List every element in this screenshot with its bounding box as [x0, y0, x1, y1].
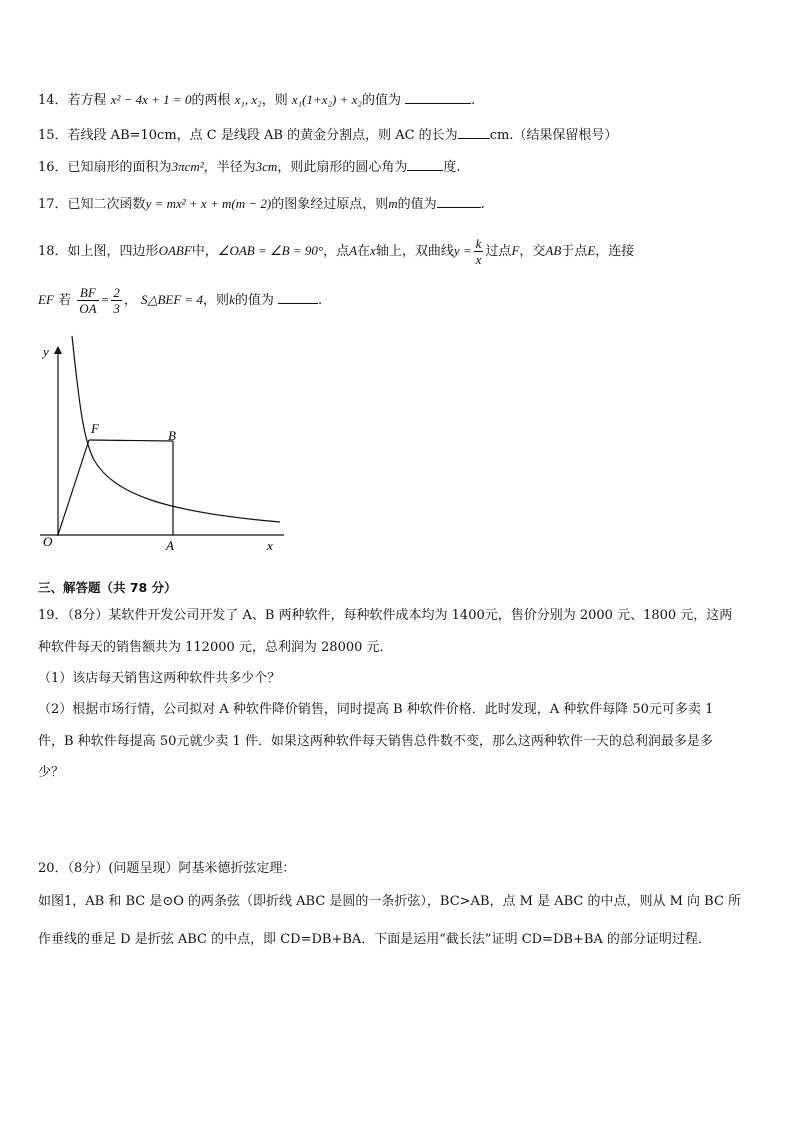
hyperbola-curve — [72, 336, 280, 522]
fraction-denominator: OA — [79, 301, 97, 316]
question-18-line-1 — [38, 236, 634, 267]
fraction-denominator: 3 — [113, 301, 120, 316]
expression: x₁(1+x₂) + x₂ — [291, 92, 362, 107]
sector-area: 3πcm² — [171, 159, 204, 174]
segment-ab: AB — [545, 243, 562, 258]
question-17: 17．已知二次函数y = mx² + x + m(m − 2)的图象经过原点，则m的值为 . — [38, 196, 485, 212]
question-19-part-1: （1）该店每天销售这两种软件共多少个？ — [38, 671, 281, 686]
q18-t8: 于点 — [561, 244, 588, 259]
q18-t11: ，则 — [203, 293, 230, 308]
hyperbola-figure — [34, 332, 294, 562]
angle-condition: ∠OAB = ∠B = 90° — [217, 243, 324, 258]
question-19-line-1: 19．（8分）某软件开发公司开发了 A、B 两种软件，每种软件成本均为 1400元，售价分别为 2000 元、1800 元，这两 — [38, 608, 733, 623]
question-number: 17． — [38, 197, 68, 212]
origin-label: O — [43, 534, 53, 549]
q17-post: 的图象经过原点，则 — [271, 197, 389, 212]
question-19-part-2-line-2: 件，B 种软件每提高 50元就少卖 1 件．如果这两种软件每天销售总件数不变，那么这两种软件一天的总利润最多是多 — [38, 734, 713, 749]
segment-ef: EF — [38, 292, 54, 307]
q18-t9: ，连接 — [595, 244, 635, 259]
question-number: 18． — [38, 244, 68, 259]
q17-post2: 的值为 — [397, 197, 437, 212]
x-axis-label: x — [267, 538, 273, 553]
answer-blank[interactable] — [405, 91, 471, 104]
answer-blank[interactable] — [437, 195, 481, 208]
sector-radius: 3cm — [255, 159, 278, 174]
hyperbola-lhs: y = — [453, 243, 472, 258]
variable-m: m — [388, 196, 398, 211]
answer-blank[interactable] — [407, 158, 443, 171]
axis-x: x — [370, 243, 376, 258]
q15-text: 若线段 AB=10cm，点 C 是线段 AB 的黄金分割点，则 AC 的长为 — [67, 128, 458, 143]
q18-t10: 若 — [58, 293, 72, 308]
q18-t5: 轴上，双曲线 — [375, 244, 454, 259]
q16-mid: ，半径为 — [203, 160, 256, 175]
q15-post: cm.（结果保留根号） — [489, 128, 618, 143]
point-f: F — [511, 243, 520, 258]
point-e: E — [587, 243, 596, 258]
q17-pre: 已知二次函数 — [67, 197, 146, 212]
y-axis-label: y — [43, 344, 49, 359]
question-19-part-2-line-3: 少？ — [38, 765, 65, 780]
answer-blank[interactable] — [458, 126, 490, 139]
fraction-denominator: x — [475, 252, 482, 267]
point-a-label: A — [166, 538, 174, 553]
question-20-line-3: 作垂线的垂足 D 是折弦 ABC 的中点，即 CD=DB+BA．下面是运用“截长法”证明 CD=DB+BA 的部分证明过程． — [38, 932, 711, 947]
question-19-part-2-line-1: （2）根据市场行情，公司拟对 A 种软件降价销售，同时提高 B 种软件价格．此时发现，A 种软件每降 50元可多卖 1 — [38, 702, 714, 717]
question-20-line-2: 如图1，AB 和 BC 是⊙O 的两条弦（即折线 ABC 是圆的一条折弦），BC>AB，点 M 是 ABC 的中点，则从 M 向 BC 所 — [38, 894, 742, 909]
point-a: A — [349, 243, 358, 258]
question-19-line-2: 种软件每天的销售额共为 112000 元，总利润为 28000 元． — [38, 640, 393, 655]
triangle-area: S△BEF = 4 — [140, 292, 204, 307]
q18-t7: ，交 — [519, 244, 546, 259]
ratio-value — [111, 285, 122, 316]
question-20-line-1: 20．（8分）(问题呈现）阿基米德折弦定理： — [38, 861, 296, 876]
q18-t2: 中， — [191, 244, 218, 259]
q14-post: 的值为 — [361, 93, 401, 108]
q16-post: 度. — [443, 160, 461, 175]
roots: x₁, x₂ — [234, 92, 262, 107]
variable-k: k — [229, 292, 235, 307]
answer-blank[interactable] — [278, 291, 318, 304]
question-number: 14． — [38, 93, 68, 108]
q18-t6: 过点 — [485, 244, 512, 259]
segment-fb — [89, 440, 173, 441]
fraction-numerator: BF — [77, 285, 98, 301]
fraction-numerator: 2 — [113, 285, 120, 300]
point-f-label: F — [91, 421, 99, 436]
question-16 — [38, 156, 460, 175]
question-14: 14．若方程 x² − 4x + 1 = 0的两根 x₁, x₂，则 x₁(1+x₂) + x₂的值为 . — [38, 92, 476, 108]
quad-name: OABF — [158, 243, 192, 258]
hyperbola-fraction — [474, 236, 484, 267]
question-number: 15． — [38, 128, 68, 143]
question-18-line-2: EF 若 $\frac{BF}{OA}$ = $\frac{2}{3}$ ， S△BEF = 4，则k的值为 . — [38, 285, 323, 316]
quadratic-function: y = mx² + x + m(m − 2) — [145, 196, 272, 211]
q14-mid2: ，则 — [261, 93, 288, 108]
y-axis-arrow — [54, 346, 62, 354]
q18-t4: 在 — [357, 244, 371, 259]
q16-mid2: ，则此扇形的圆心角为 — [277, 160, 408, 175]
segment-of — [58, 440, 89, 535]
question-number: 16． — [38, 160, 68, 175]
point-b-label: B — [168, 428, 176, 443]
q16-pre: 已知扇形的面积为 — [67, 160, 172, 175]
equals-sign: = — [100, 292, 110, 307]
ratio-fraction — [77, 285, 98, 316]
q18-t3: ，点 — [323, 244, 350, 259]
fraction-numerator: k — [475, 236, 482, 251]
question-15 — [38, 124, 617, 143]
q14-mid: 的两根 — [191, 93, 231, 108]
equation: x² − 4x + 1 = 0 — [110, 92, 192, 107]
section-title: 三、解答题（共 78 分） — [38, 580, 177, 595]
q18-t1: 如上图，四边形 — [67, 244, 159, 259]
q18-t12: 的值为 — [234, 293, 274, 308]
q14-pre: 若方程 — [67, 93, 107, 108]
